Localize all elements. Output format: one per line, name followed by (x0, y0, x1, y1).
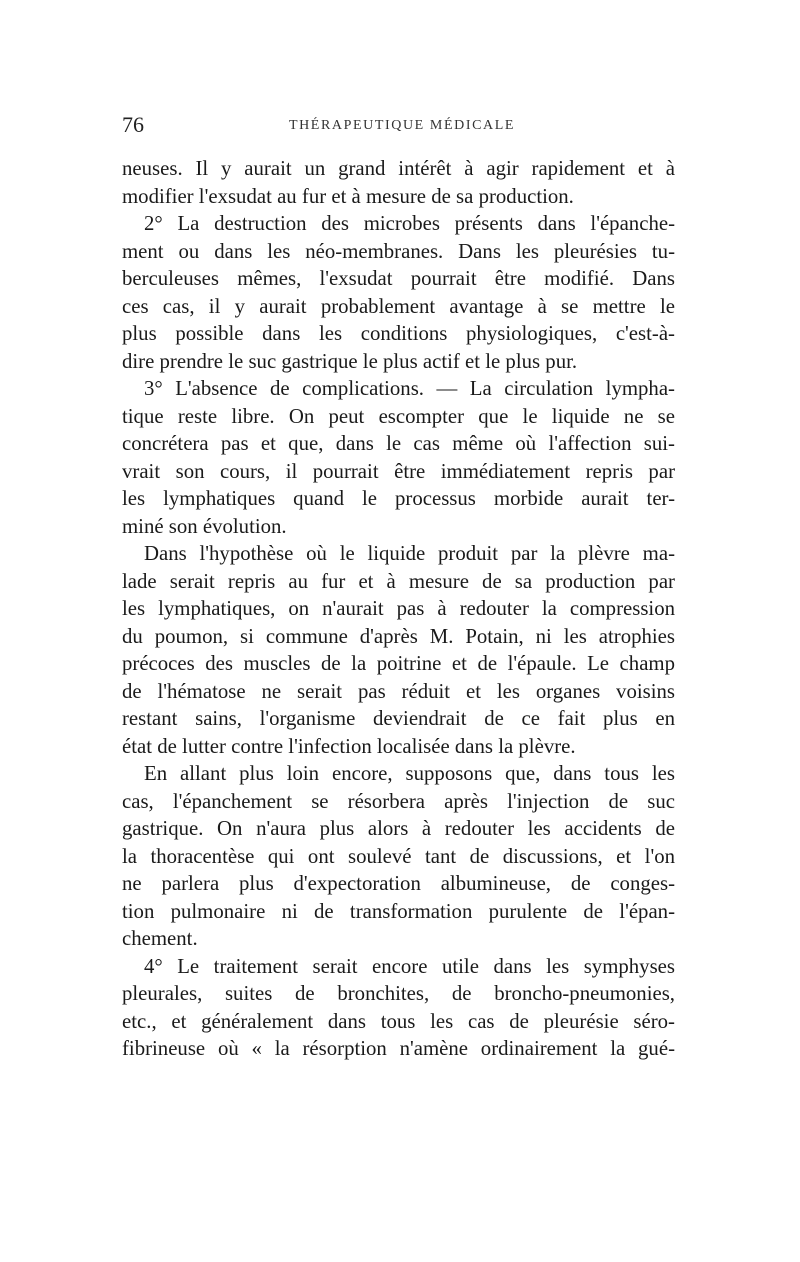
text-line: 3° L'absence de complications. — La circulation lympha- (144, 377, 675, 400)
text-line: berculeuses mêmes, l'exsudat pourrait être modifié. Dans (122, 267, 675, 290)
text-line: Dans l'hypothèse où le liquide produit par la plèvre ma- (144, 542, 675, 565)
running-title: THÉRAPEUTIQUE MÉDICALE (288, 118, 516, 133)
text-line: tique reste libre. On peut escompter que le liquide ne se (122, 404, 675, 428)
text-line: état de lutter contre l'infection localisée dans la plèvre. (122, 734, 576, 758)
text-line: modifier l'exsudat au fur et à mesure de sa production. (122, 184, 574, 208)
text-line: 2° La destruction des microbes présents dans l'épanche- (144, 212, 675, 235)
body-text (122, 155, 675, 1063)
text-line: miné son évolution. (122, 514, 287, 538)
text-line: ne parlera plus d'expectoration albumineuse, de conges- (122, 872, 675, 895)
text-line: les lymphatiques, on n'aurait pas à redouter la compression (122, 597, 675, 620)
text-line: chement. (122, 927, 198, 950)
text-line: pleurales, suites de bronchites, de broncho-pneumonies, (122, 982, 675, 1005)
text-line: du poumon, si commune d'après M. Potain, ni les atrophies (122, 624, 675, 648)
text-line: neuses. Il y aurait un grand intérêt à agir rapidement et à (122, 157, 675, 180)
text-line: précoces des muscles de la poitrine et de l'épaule. Le champ (122, 652, 675, 675)
text-line: concrétera pas et que, dans le cas même où l'affection sui- (122, 432, 675, 455)
text-line: restant sains, l'organisme deviendrait de ce fait plus en (122, 707, 675, 730)
page-number: 76 (122, 112, 144, 137)
text-line: 4° Le traitement serait encore utile dans les symphyses (144, 954, 675, 978)
text-line: gastrique. On n'aura plus alors à redouter les accidents de (122, 817, 675, 840)
text-line: de l'hématose ne serait pas réduit et les organes voisins (122, 679, 675, 703)
text-line: dire prendre le suc gastrique le plus actif et le plus pur. (122, 349, 578, 373)
text-line: plus possible dans les conditions physiologiques, c'est-à- (122, 322, 675, 345)
text-line: lade serait repris au fur et à mesure de sa production par (122, 569, 675, 593)
page-header (122, 112, 682, 142)
text-line: ment ou dans les néo-membranes. Dans les pleurésies tu- (122, 239, 675, 263)
text-line: cas, l'épanchement se résorbera après l'injection de suc (122, 789, 675, 813)
text-line: ces cas, il y aurait probablement avantage à se mettre le (122, 294, 675, 318)
text-line: la thoracentèse qui ont soulevé tant de discussions, et l'on (122, 844, 675, 868)
text-line: En allant plus loin encore, supposons que, dans tous les (144, 762, 675, 785)
text-line: fibrineuse où « la résorption n'amène ordinairement la gué- (122, 1037, 675, 1060)
text-line: etc., et généralement dans tous les cas de pleurésie séro- (122, 1009, 675, 1033)
text-line: tion pulmonaire ni de transformation purulente de l'épan- (122, 899, 675, 923)
text-line: les lymphatiques quand le processus morbide aurait ter- (122, 487, 675, 510)
text-line: vrait son cours, il pourrait être immédiatement repris par (122, 459, 675, 483)
